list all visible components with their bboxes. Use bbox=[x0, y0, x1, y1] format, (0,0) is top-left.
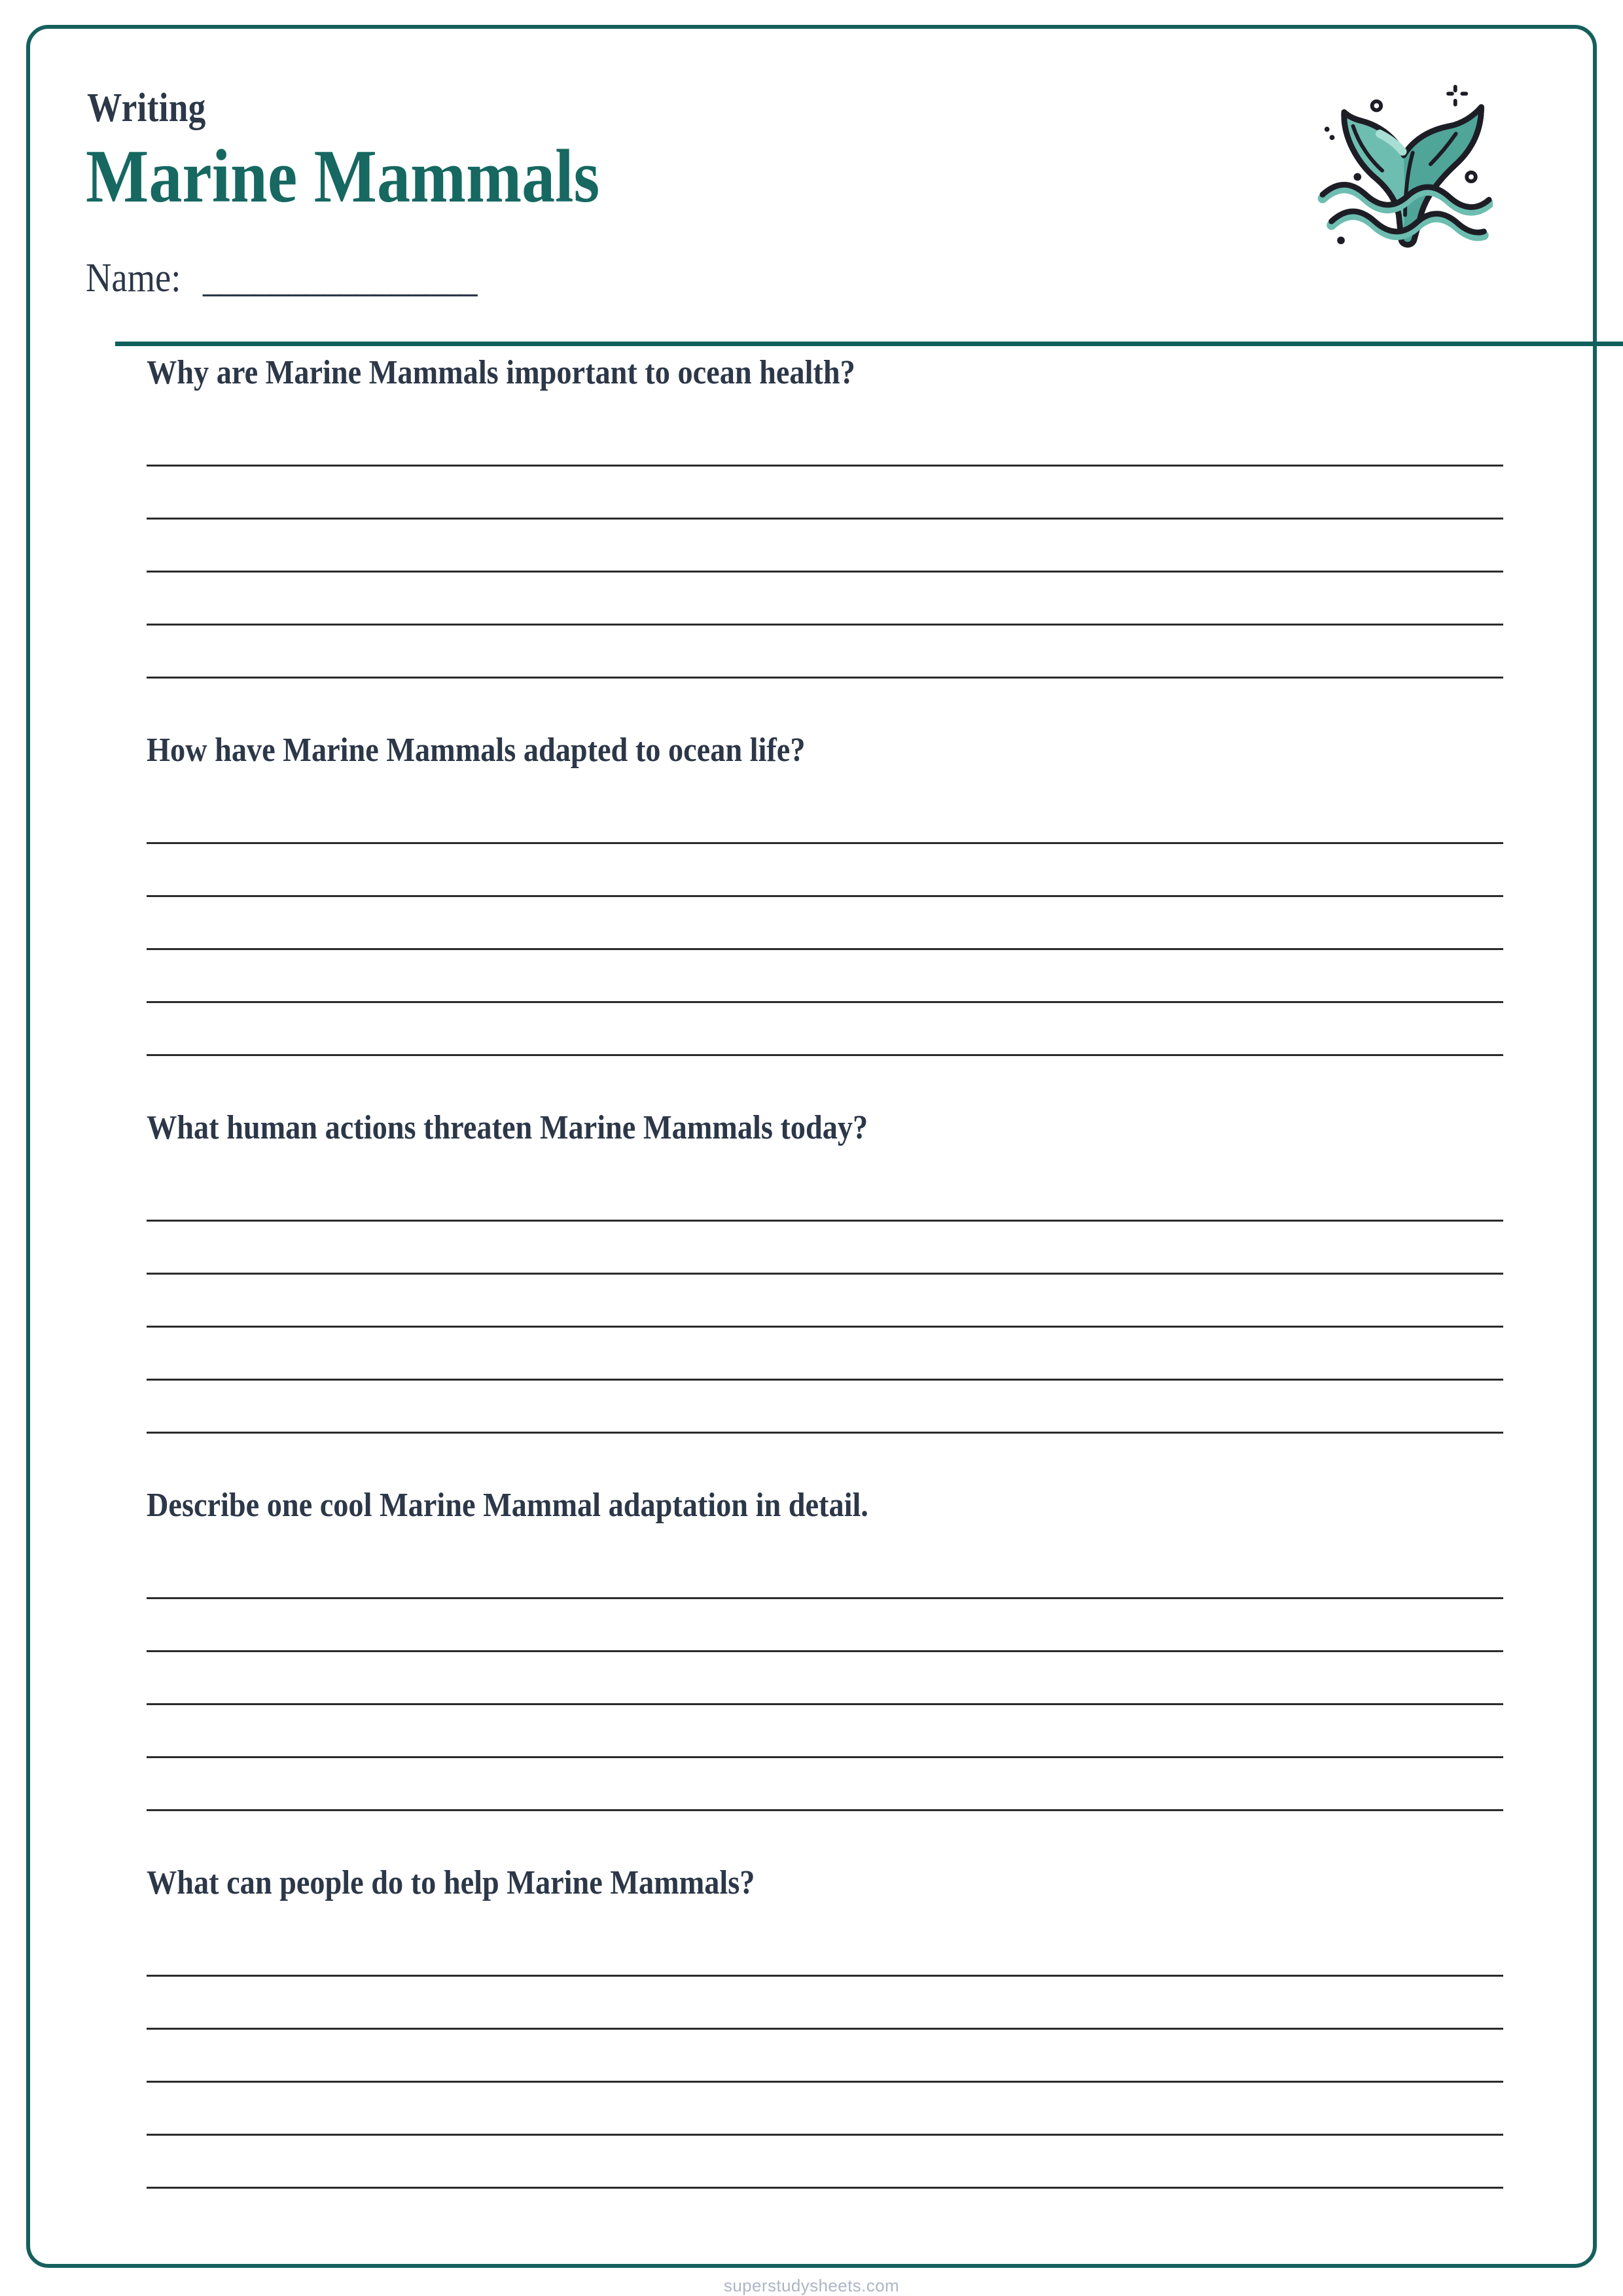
question-block-3 bbox=[60, 1111, 1563, 1434]
answer-line[interactable] bbox=[147, 1222, 1503, 1275]
answer-line[interactable] bbox=[147, 414, 1503, 467]
name-field[interactable] bbox=[86, 258, 507, 298]
answer-line[interactable] bbox=[147, 573, 1503, 626]
answer-line[interactable] bbox=[147, 1652, 1503, 1705]
page-title: Marine Mammals bbox=[86, 135, 600, 219]
questions-list bbox=[60, 356, 1563, 2189]
answer-lines-5[interactable] bbox=[147, 1924, 1503, 2189]
answer-line[interactable] bbox=[147, 1275, 1503, 1328]
header-divider bbox=[115, 342, 1623, 346]
answer-line[interactable] bbox=[147, 1599, 1503, 1652]
answer-line[interactable] bbox=[147, 2136, 1503, 2189]
answer-line[interactable] bbox=[147, 1169, 1503, 1222]
worksheet-header bbox=[60, 41, 1563, 322]
answer-line[interactable] bbox=[147, 520, 1503, 573]
subject-label: Writing bbox=[87, 86, 206, 130]
answer-line[interactable] bbox=[147, 2030, 1503, 2083]
answer-line[interactable] bbox=[147, 1924, 1503, 1977]
question-text-1: Why are Marine Mammals important to ocean health? bbox=[147, 354, 855, 391]
answer-lines-3[interactable] bbox=[147, 1169, 1503, 1434]
question-block-1 bbox=[60, 356, 1563, 679]
question-text-2: How have Marine Mammals adapted to ocean life? bbox=[147, 732, 806, 769]
footer-credit: superstudysheets.com bbox=[723, 2276, 900, 2295]
spacer bbox=[60, 1811, 1563, 1866]
answer-line[interactable] bbox=[147, 1977, 1503, 2030]
answer-line[interactable] bbox=[147, 626, 1503, 679]
answer-lines-1[interactable] bbox=[147, 414, 1503, 679]
name-field-label: Name: bbox=[86, 256, 181, 300]
name-field-blank[interactable]: ________________ bbox=[203, 256, 476, 300]
question-block-5 bbox=[60, 1866, 1563, 2189]
answer-line[interactable] bbox=[147, 467, 1503, 520]
question-block-2 bbox=[60, 733, 1563, 1056]
answer-line[interactable] bbox=[147, 2083, 1503, 2136]
spacer bbox=[60, 1056, 1563, 1111]
answer-line[interactable] bbox=[147, 791, 1503, 844]
answer-line[interactable] bbox=[147, 1758, 1503, 1811]
whale-tail-icon bbox=[1277, 55, 1493, 271]
answer-lines-2[interactable] bbox=[147, 791, 1503, 1056]
answer-line[interactable] bbox=[147, 950, 1503, 1003]
question-block-4 bbox=[60, 1489, 1563, 1811]
question-text-3: What human actions threaten Marine Mammals today? bbox=[147, 1109, 868, 1146]
spacer bbox=[60, 679, 1563, 733]
answer-line[interactable] bbox=[147, 1328, 1503, 1381]
answer-line[interactable] bbox=[147, 1003, 1503, 1056]
sheet-frame bbox=[26, 25, 1597, 2268]
answer-line[interactable] bbox=[147, 1381, 1503, 1434]
spacer bbox=[60, 1434, 1563, 1489]
answer-lines-4[interactable] bbox=[147, 1546, 1503, 1811]
question-text-5: What can people do to help Marine Mammals? bbox=[147, 1864, 755, 1901]
answer-line[interactable] bbox=[147, 844, 1503, 897]
question-text-4: Describe one cool Marine Mammal adaptation in detail. bbox=[147, 1487, 868, 1524]
answer-line[interactable] bbox=[147, 1546, 1503, 1599]
answer-line[interactable] bbox=[147, 1705, 1503, 1758]
answer-line[interactable] bbox=[147, 897, 1503, 950]
